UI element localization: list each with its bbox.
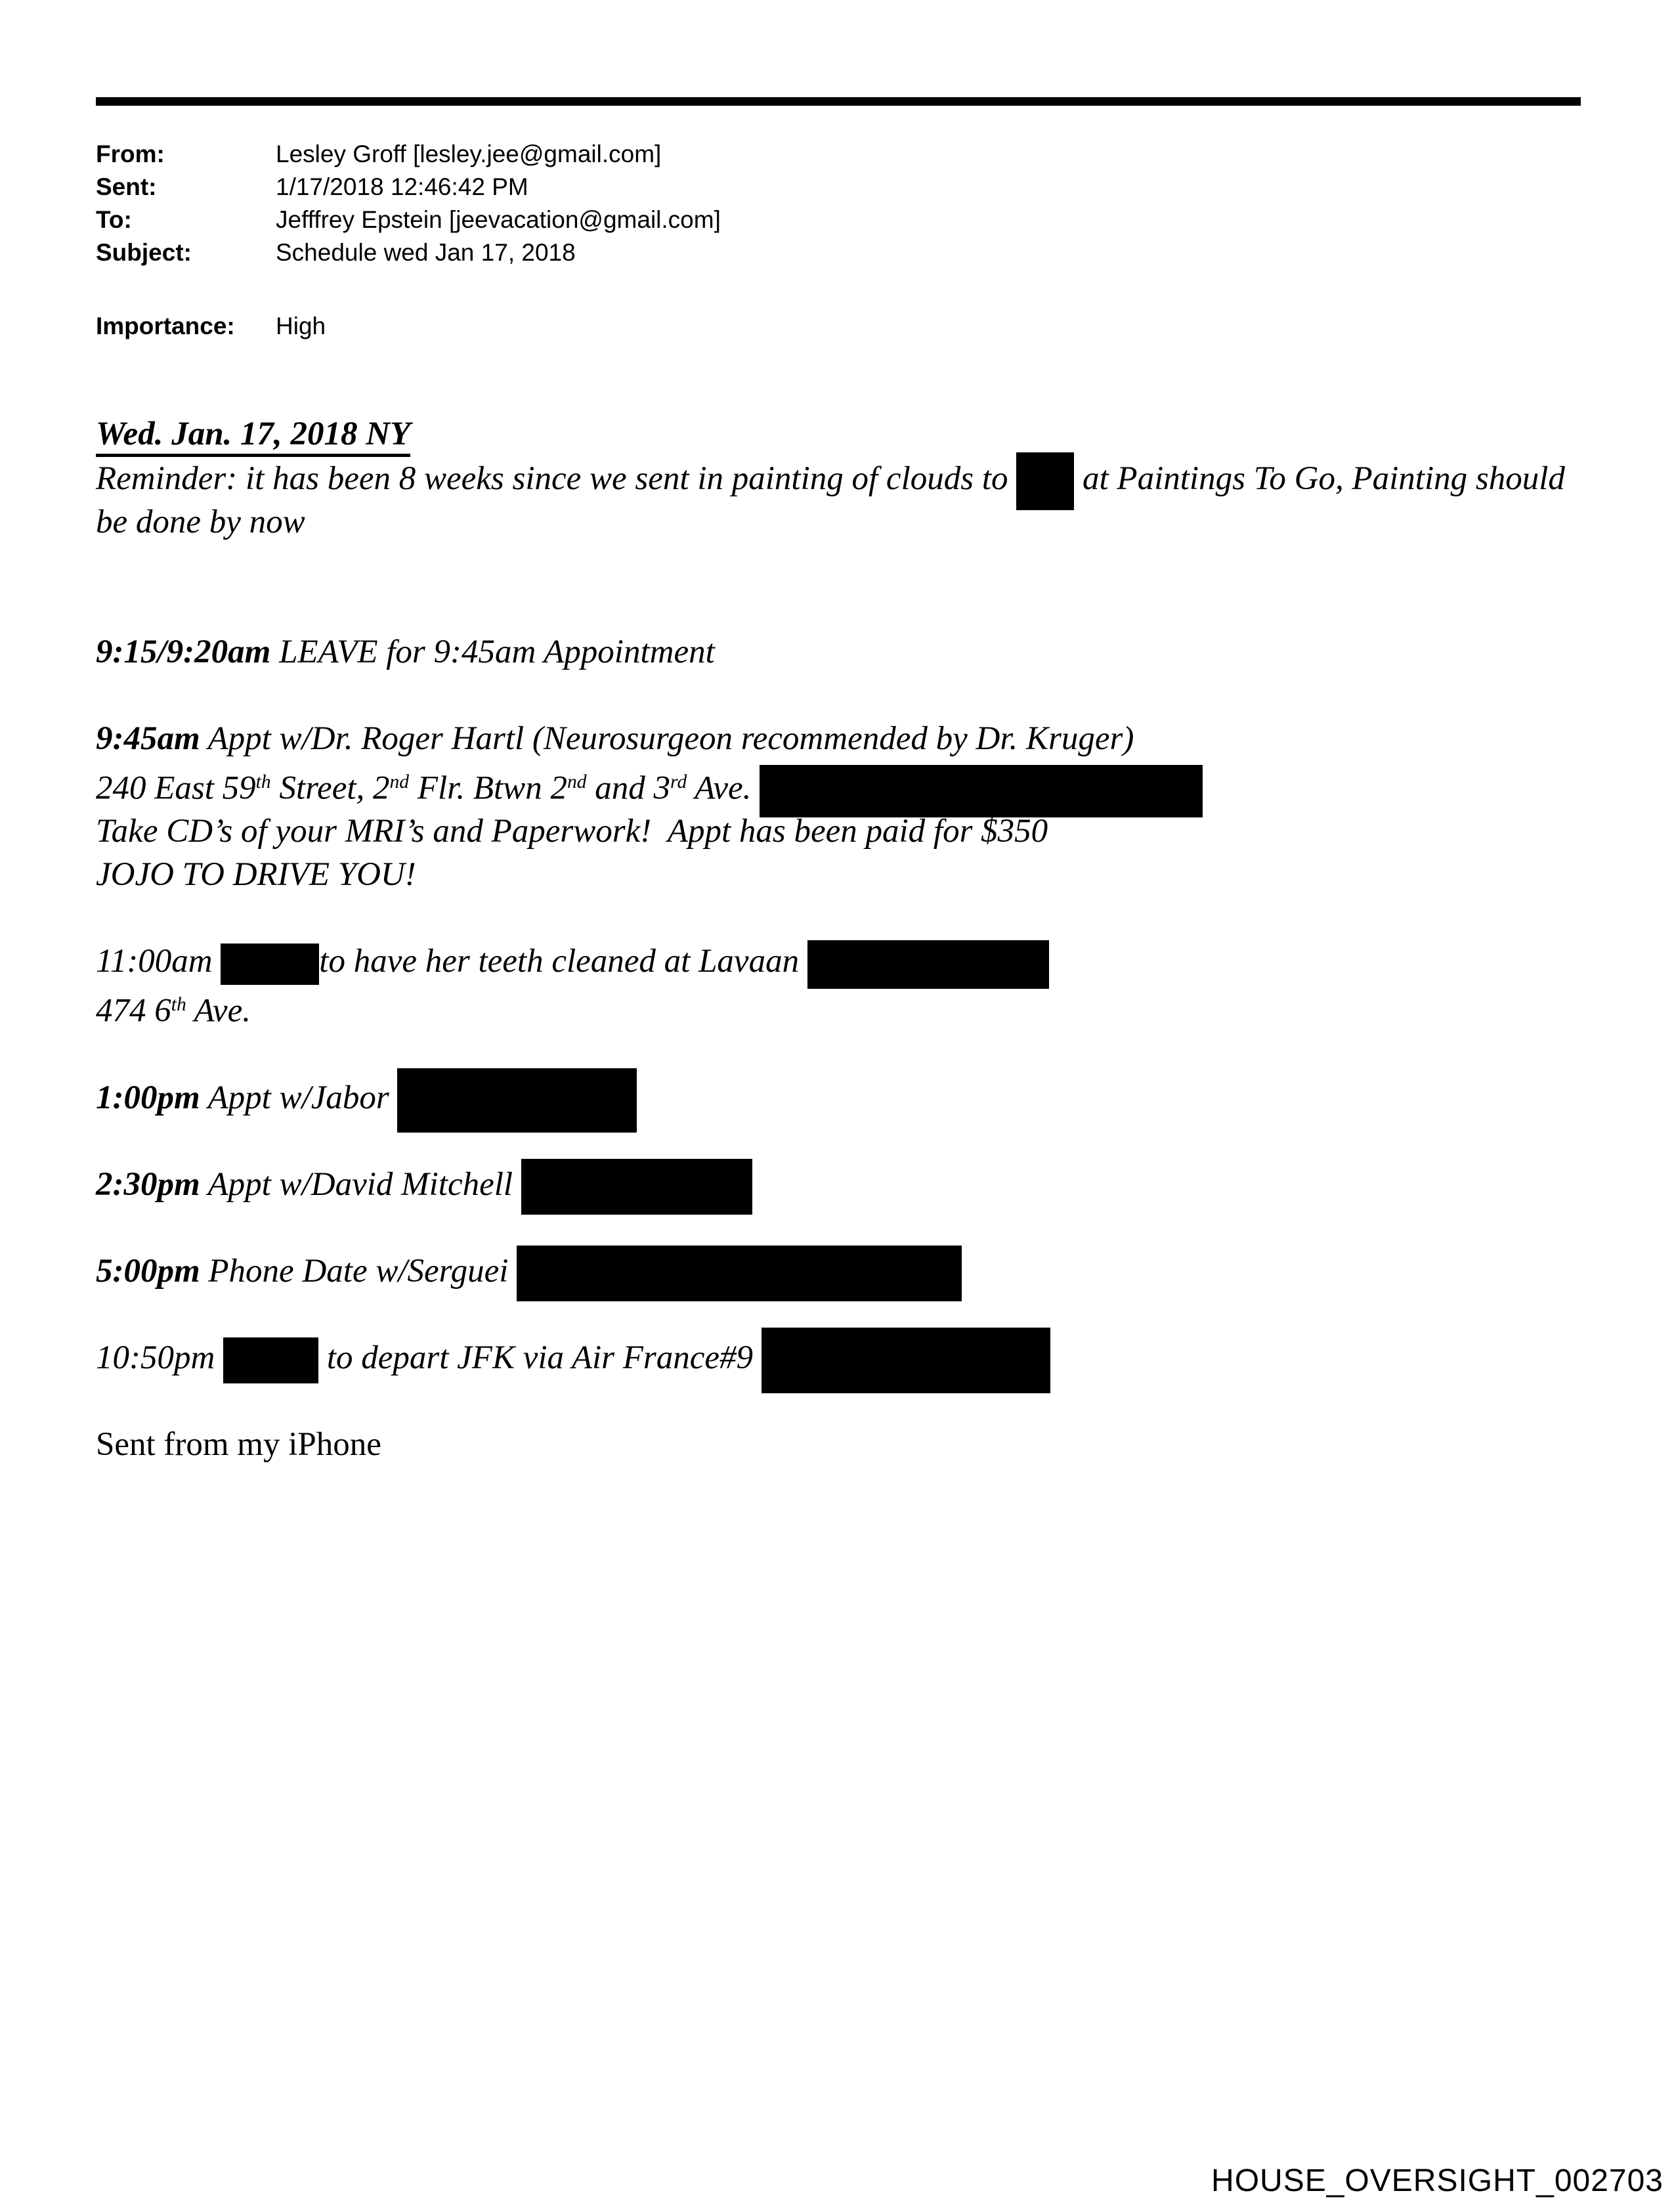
body-text: Appt w/Jabor <box>200 1079 398 1116</box>
body-text: Appt w/David Mitchell <box>200 1165 521 1203</box>
header-field-value: Lesley Groff [lesley.jee@gmail.com] <box>276 141 662 167</box>
body-text: 11:00am <box>96 943 221 980</box>
entry-945am-address <box>96 760 1619 810</box>
entry-945am <box>96 717 1619 760</box>
schedule-time: 9:45am <box>96 720 200 758</box>
header-row <box>96 138 721 171</box>
ordinal-suffix: nd <box>567 771 587 793</box>
reminder-line-2 <box>96 500 1619 544</box>
schedule-time: 5:00pm <box>96 1252 200 1290</box>
body-text: Reminder: it has been 8 weeks since we sent in painting of clouds to <box>96 460 1017 498</box>
header-divider <box>96 97 1581 106</box>
header-row <box>96 236 721 269</box>
body-text: LEAVE for 9:45am Appointment <box>270 634 715 671</box>
date-heading <box>96 412 1619 457</box>
ordinal-suffix: th <box>255 771 271 793</box>
signature-text: Sent from my iPhone <box>96 1425 381 1463</box>
signature <box>96 1423 1619 1466</box>
header-field-value: High <box>276 313 326 339</box>
entry-1050pm <box>96 1336 1619 1379</box>
entry-1100am <box>96 940 1619 983</box>
entry-230pm <box>96 1163 1619 1206</box>
header-field-label: Sent: <box>96 173 157 200</box>
header-field-value: Jefffrey Epstein [jeevacation@gmail.com] <box>276 206 721 233</box>
schedule-time: 9:15/9:20am <box>96 634 271 671</box>
header-field-value: 1/17/2018 12:46:42 PM <box>276 173 528 200</box>
header-field-label: To: <box>96 206 132 233</box>
header-field-label: Subject: <box>96 239 192 266</box>
body-text: be done by now <box>96 504 305 541</box>
schedule-time: 1:00pm <box>96 1079 200 1116</box>
redaction-box <box>1016 452 1074 510</box>
entry-1100am-address <box>96 983 1619 1032</box>
email-header <box>96 138 721 343</box>
ordinal-suffix: rd <box>670 771 687 793</box>
bates-number: HOUSE_OVERSIGHT_002703 <box>1211 2163 1663 2198</box>
ordinal-suffix: th <box>171 994 186 1016</box>
redaction-box <box>221 943 319 985</box>
header-field-label: Importance: <box>96 313 235 339</box>
body-text: to have her teeth cleaned at Lavaan <box>319 943 807 980</box>
header-row <box>96 204 721 236</box>
body-text: and 3 <box>586 770 671 807</box>
body-text: Ave. <box>186 992 251 1030</box>
entry-945am-driver <box>96 853 1619 896</box>
entry-945am-note <box>96 810 1619 853</box>
header-row <box>96 310 721 343</box>
redaction-box <box>397 1068 637 1133</box>
reminder-line-1 <box>96 457 1619 500</box>
body-text: Take CD’s of your MRI’s and Paperwork! Appt has been paid for $350 <box>96 813 1048 850</box>
header-row <box>96 171 721 204</box>
body-text: Ave. <box>687 770 760 807</box>
body-text: at Paintings To Go, Painting should <box>1074 460 1565 498</box>
body-text: 474 6 <box>96 992 171 1030</box>
redaction-box <box>517 1246 962 1301</box>
header-field-value: Schedule wed Jan 17, 2018 <box>276 239 576 266</box>
body-text: Street, 2 <box>270 770 390 807</box>
body-text: to depart JFK via Air France#9 <box>318 1339 762 1376</box>
body-text: JOJO TO DRIVE YOU! <box>96 856 416 894</box>
schedule-time: 2:30pm <box>96 1165 200 1203</box>
entry-915am <box>96 630 1619 674</box>
body-text: Phone Date w/Serguei <box>200 1252 517 1290</box>
redaction-box <box>223 1337 318 1383</box>
body-text: 240 East 59 <box>96 770 256 807</box>
body-text: Flr. Btwn 2 <box>409 770 567 807</box>
redaction-box <box>807 940 1049 989</box>
entry-100pm <box>96 1076 1619 1119</box>
header-field-label: From: <box>96 141 165 167</box>
entry-500pm <box>96 1249 1619 1293</box>
redaction-box <box>762 1328 1050 1393</box>
schedule-time: Wed. Jan. 17, 2018 NY <box>96 416 410 457</box>
email-body <box>96 412 1619 1466</box>
body-text: Appt w/Dr. Roger Hartl (Neurosurgeon recommended by Dr. Kruger) <box>200 720 1134 758</box>
body-text: 10:50pm <box>96 1339 224 1376</box>
redaction-box <box>521 1159 752 1215</box>
ordinal-suffix: nd <box>389 771 410 793</box>
